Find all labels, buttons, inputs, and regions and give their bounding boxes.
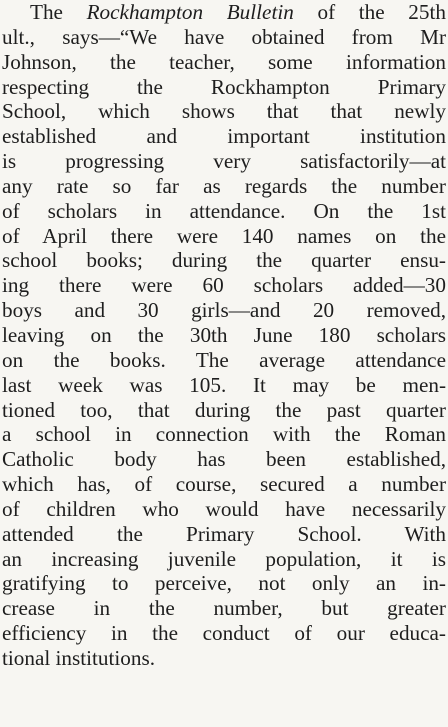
article-line: is progressing very satisfactorily—at bbox=[2, 149, 446, 174]
article-line: respecting the Rockhampton Primary bbox=[2, 74, 446, 99]
article-line: a school in connection with the Roman bbox=[2, 422, 446, 447]
article-line: Johnson, the teacher, some information bbox=[2, 49, 446, 74]
article-line: boys and 30 girls—and 20 removed, bbox=[2, 298, 446, 323]
newspaper-title: Rockhampton Bulletin bbox=[86, 0, 294, 24]
line-lead-text: The bbox=[30, 0, 87, 24]
article-line: of April there were 140 names on the bbox=[2, 223, 446, 248]
article-line: crease in the number, but greater bbox=[2, 596, 446, 621]
article-line: last week was 105. It may be men- bbox=[2, 372, 446, 397]
article-line: ing there were 60 scholars added—30 bbox=[2, 273, 446, 298]
article-line: which has, of course, secured a number bbox=[2, 472, 446, 497]
article-line: of scholars in attendance. On the 1st bbox=[2, 198, 446, 223]
article-line: of children who would have necessarily bbox=[2, 496, 446, 521]
article-body bbox=[2, 0, 446, 671]
article-line: Catholic body has been established, bbox=[2, 447, 446, 472]
article-line: leaving on the 30th June 180 scholars bbox=[2, 322, 446, 347]
article-line: gratifying to perceive, not only an in- bbox=[2, 571, 446, 596]
article-line: attended the Primary School. With bbox=[2, 521, 446, 546]
line-tail-text: of the 25th bbox=[293, 0, 446, 24]
article-line bbox=[2, 0, 446, 25]
article-line: School, which shows that that newly bbox=[2, 99, 446, 124]
article-line: tional institutions. bbox=[2, 645, 156, 670]
article-line: efficiency in the conduct of our educa- bbox=[2, 621, 446, 646]
article-line: established and important institution bbox=[2, 124, 446, 149]
article-line: an increasing juvenile population, it is bbox=[2, 546, 446, 571]
article-line: tioned too, that during the past quarter bbox=[2, 397, 446, 422]
article-line: on the books. The average attendance bbox=[2, 347, 446, 372]
article-line: any rate so far as regards the number bbox=[2, 173, 446, 198]
article-line: school books; during the quarter ensu- bbox=[2, 248, 446, 273]
article-line: ult., says—“We have obtained from Mr bbox=[2, 24, 446, 49]
